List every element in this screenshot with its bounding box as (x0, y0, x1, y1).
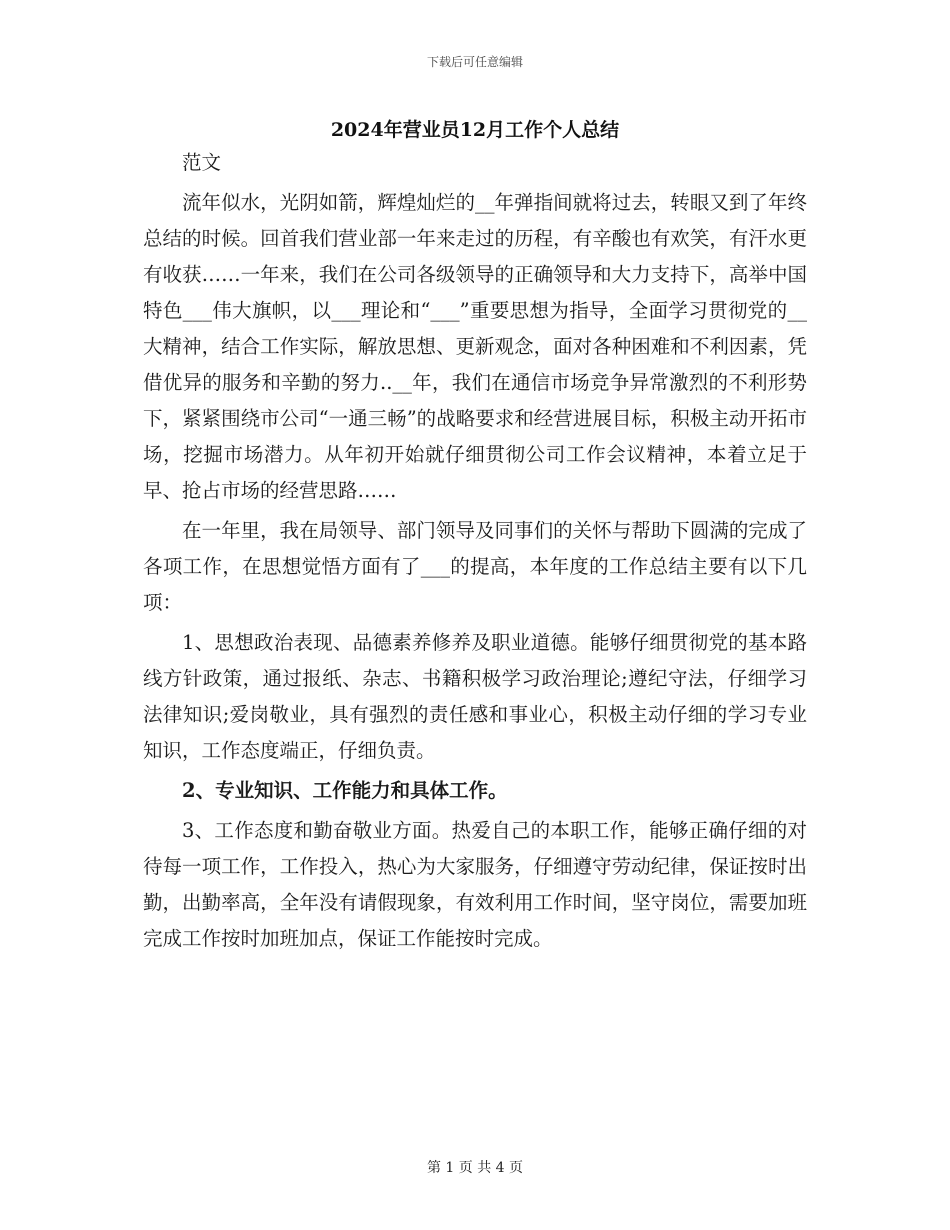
document-title: 2024年营业员12月工作个人总结 (330, 119, 620, 141)
page-number-footer: 第 1 页 共 4 页 (426, 1160, 524, 1176)
paragraph-intro: 流年似水，光阴如箭，辉煌灿烂的__年弹指间就将过去，转眼又到了年终总结的时候。回首我们营业部一年来走过的历程，有辛酸也有欢笑，有汗水更有收获……一年来，我们在公司各级领导的正确领导和大力支持下，高举中国特色___伟大旗帜，以___理论和“___”重要思想为指导，全面学习贯彻党的__大精神，结合工作实际，解放思想、更新观念，面对各种困难和不利因素，凭借优异的服务和辛勤的努力..__年，我们在通信市场竞争异常激烈的不利形势下，紧紧围绕市公司“一通三畅”的战略要求和经营进展目标，积极主动开拓市场，挖掘市场潜力。从年初开始就仔细贯彻公司工作会议精神，本着立足于早、抢占市场的经营思路…… (143, 191, 807, 502)
paragraph-summary: 在一年里，我在局领导、部门领导及同事们的关怀与帮助下圆满的完成了各项工作，在思想觉悟方面有了___的提高，本年度的工作总结主要有以下几项： (143, 519, 807, 614)
paragraph-item-3: 3、工作态度和勤奋敬业方面。热爱自己的本职工作，能够正确仔细的对待每一项工作，工作投入，热心为大家服务，仔细遵守劳动纪律，保证按时出勤，出勤率高，全年没有请假现象，有效利用工作时间，坚守岗位，需要加班完成工作按时加班加点，保证工作能按时完成。 (143, 819, 807, 950)
document-subtitle: 范文 (182, 151, 222, 174)
paragraph-item-2-heading: 2、专业知识、工作能力和具体工作。 (182, 779, 508, 802)
page-header-note: 下载后可任意编辑 (426, 55, 523, 69)
paragraph-item-1: 1、思想政治表现、品德素养修养及职业道德。能够仔细贯彻党的基本路线方针政策，通过报纸、杂志、书籍积极学习政治理论;遵纪守法，仔细学习法律知识;爱岗敬业，具有强烈的责任感和事业心，积极主动仔细的学习专业知识，工作态度端正，仔细负责。 (143, 631, 807, 762)
document-body (143, 145, 807, 961)
